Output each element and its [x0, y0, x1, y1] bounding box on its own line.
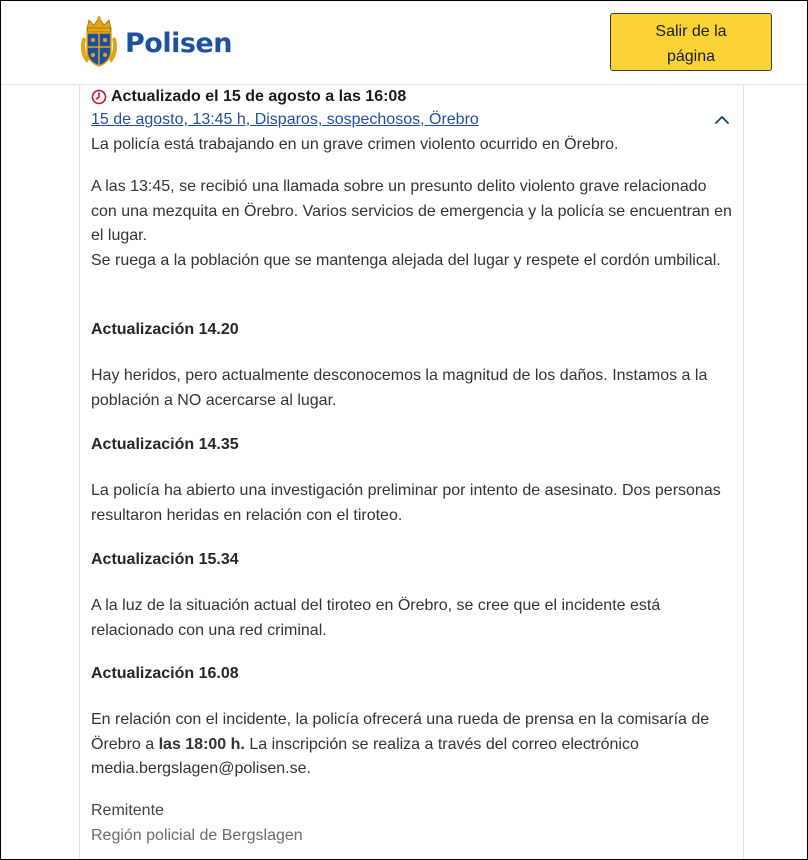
update-heading: Actualización 14.20	[91, 321, 239, 338]
article-content	[79, 85, 744, 860]
update-text	[91, 708, 736, 782]
sender-value: Región policial de Bergslagen	[91, 827, 303, 844]
press-conference-time: las 18:00 h.	[158, 735, 245, 753]
update-text: La policía ha abierto una investigación preliminar por intento de asesinato. Dos personas resultaron heridas en relación con el tiroteo.	[91, 482, 721, 524]
update-text-part: En relación con el incidente, la policía ofrecerá una rueda de prensa en la comisaría de Örebro a	[91, 711, 710, 753]
update-text-part: La inscripción se realiza a través del correo electrónico media.bergslagen@polisen.se.	[91, 735, 639, 777]
site-header	[1, 1, 807, 85]
paragraph-2: Se ruega a la población que se mantenga alejada del lugar y respete el cordón umbilical.	[91, 252, 721, 269]
clock-icon	[91, 89, 107, 105]
update-text: Hay heridos, pero actualmente desconocemos la magnitud de los daños. Instamos a la población a NO acercarse al lugar.	[91, 367, 708, 409]
update-heading: Actualización 15.34	[91, 551, 239, 568]
update-text: A la luz de la situación actual del tiroteo en Örebro, se cree que el incidente está relacionado con una red criminal.	[91, 597, 661, 639]
paragraph-1: A las 13:45, se recibió una llamada sobre un presunto delito violento grave relacionado con una mezquita en Örebro. Varios servicios de emergencia y la policía se encuentran en el lugar.	[91, 178, 732, 244]
intro-paragraph: La policía está trabajando en un grave crimen violento ocurrido en Örebro.	[91, 136, 619, 153]
polisen-logo[interactable]	[79, 15, 232, 69]
logo-text: Polisen	[125, 27, 232, 59]
exit-page-button[interactable]: Salir de la página	[610, 13, 772, 71]
police-crest-icon	[79, 15, 119, 69]
chevron-up-icon	[714, 114, 730, 126]
incident-link[interactable]: 15 de agosto, 13:45 h, Disparos, sospechosos, Örebro	[91, 111, 479, 128]
updated-timestamp	[91, 88, 406, 106]
update-heading: Actualización 14.35	[91, 436, 239, 453]
updated-text: Actualizado el 15 de agosto a las 16:08	[111, 88, 407, 105]
sender-label: Remitente	[91, 802, 164, 819]
update-heading: Actualización 16.08	[91, 665, 239, 682]
collapse-button[interactable]	[714, 113, 730, 131]
